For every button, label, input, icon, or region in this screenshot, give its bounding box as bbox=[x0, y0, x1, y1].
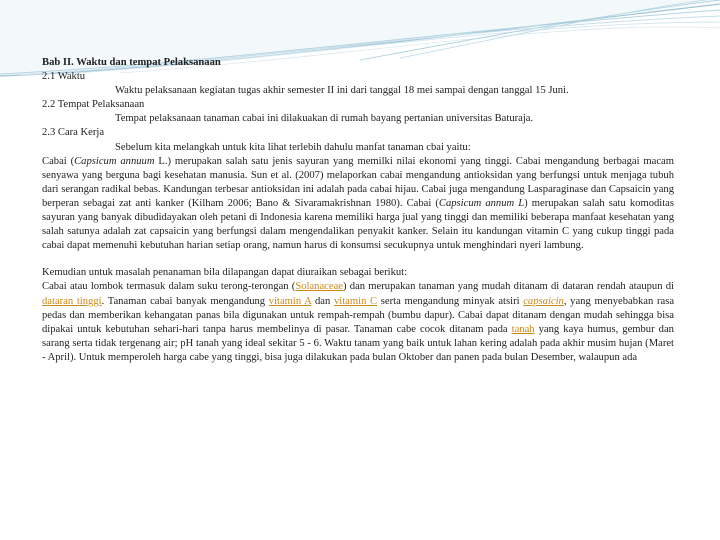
link-vitamin-a[interactable]: vitamin A bbox=[268, 295, 312, 307]
p2-text-4: dan bbox=[311, 295, 334, 307]
p2-text-2: ) dan merupakan tanaman yang mudah ditanam di dataran rendah ataupun di bbox=[343, 281, 674, 293]
p2-text-5: serta mengandung minyak atsiri bbox=[377, 295, 524, 307]
link-dataran-tinggi[interactable]: dataran tinggi bbox=[42, 295, 102, 307]
chapter-heading: Bab II. Waktu dan tempat Pelaksanaan bbox=[42, 57, 221, 68]
p2-text-7: yang kaya humus, gembur dan sarang serta tidak tergenang air; pH tanah yang ideal sekitar 5 - 6. Waktu tanam yang baik untuk lahan kering adalah pada akhir musim hujan (Maret - April). Untuk memperoleh harga cabe yang tinggi, bisa juga dilakukan pada bulan Oktober dan panen pada bulan Desember, walaupun ada bbox=[42, 323, 674, 363]
p1-text-a: Cabai ( bbox=[42, 155, 75, 167]
link-tanah[interactable]: tanah bbox=[511, 323, 535, 335]
section-2-2-text: Tempat pelaksanaan tanaman cabai ini dilakuakan di rumah bayang pertanian universitas Baturaja. bbox=[115, 113, 534, 125]
section-2-3-intro: Sebelum kita melangkah untuk kita lihat terlebih dahulu manfat tanaman cbai yaitu: bbox=[115, 141, 471, 153]
p2-text-6: , yang menyebabkan rasa pedas dan memberikan kehangatan panas bila digunakan untuk rempah-rempah (bumbu dapur). Cabai dapat ditanam dengan mudah sehingga bisa dipakai untuk kebutuhan sehari-hari tanpa harus membelinya di pasar. Tanaman cabe cocok ditanam pada bbox=[42, 295, 675, 335]
link-capsaicin[interactable]: capsaicin bbox=[523, 295, 564, 307]
p1-text-c: L.) merupakan salah satu jenis sayuran yang memilki nilai ekonomi yang tinggi. Cabai mengandung berbagai macam senyawa yang berguna bagi kesehatan manusia. Sun et al. (2007) melaporkan cabai mengandung antioksidan yang berfungsi untuk menjaga tubuh dari serangan radikal bebas. Kandungan terbesar antioksidan ini adalah pada cabai hijau. Cabai juga mengandung Lasparaginase dan Capsaicin yang berperan sebagai zat anti kanker (Kilham 2006; Bano & Sivaramakrishnan 1980). Cabai ( bbox=[42, 155, 674, 209]
paragraph-benefits bbox=[42, 155, 674, 254]
paragraph-planting bbox=[42, 280, 674, 365]
section-2-1-text: Waktu pelaksanaan kegiatan tugas akhir semester II ini dari tanggal 18 mei sampai dengan tanggal 15 Juni. bbox=[115, 85, 569, 97]
section-2-2-title: 2.2 Tempat Pelaksanaan bbox=[42, 99, 145, 111]
p1-species-name-2: Capsicum annum L bbox=[438, 197, 525, 209]
link-solanaceae[interactable]: Solanaceae bbox=[295, 281, 343, 293]
p1-text-e: ) merupakan salah satu komoditas sayuran yang banyak dibudidayakan oleh petani di Indonesia karena memiliki harga jual yang tinggi dan memiliki beberapa manfaat kesehatan yang salah satunya adalah zat capsaicin yang berfungsi dalam mengendalikan penyakit kanker. Selain itu kandungan vitamin C yang cukup tinggi pada cabai dapat memenuhi kebutuhan harian setiap orang, namun harus di konsumsi secukupnya untuk menghindari nyeri lambung. bbox=[42, 197, 675, 252]
document-body bbox=[42, 56, 674, 365]
spacer bbox=[42, 253, 674, 266]
p1-species-name: Capsicum annuum bbox=[74, 155, 155, 167]
link-vitamin-c[interactable]: vitamin C bbox=[334, 295, 378, 307]
p2-text-1: Cabai atau lombok termasuk dalam suku terong-terongan ( bbox=[42, 281, 296, 293]
p2-text-3: . Tanaman cabai banyak mengandung bbox=[101, 295, 269, 307]
section-2-3-title: 2.3 Cara Kerja bbox=[42, 127, 105, 139]
paragraph-planting-intro: Kemudian untuk masalah penanaman bila dilapangan dapat diuraikan sebagai berikut: bbox=[42, 267, 408, 279]
section-2-1-title: 2.1 Waktu bbox=[42, 71, 86, 83]
